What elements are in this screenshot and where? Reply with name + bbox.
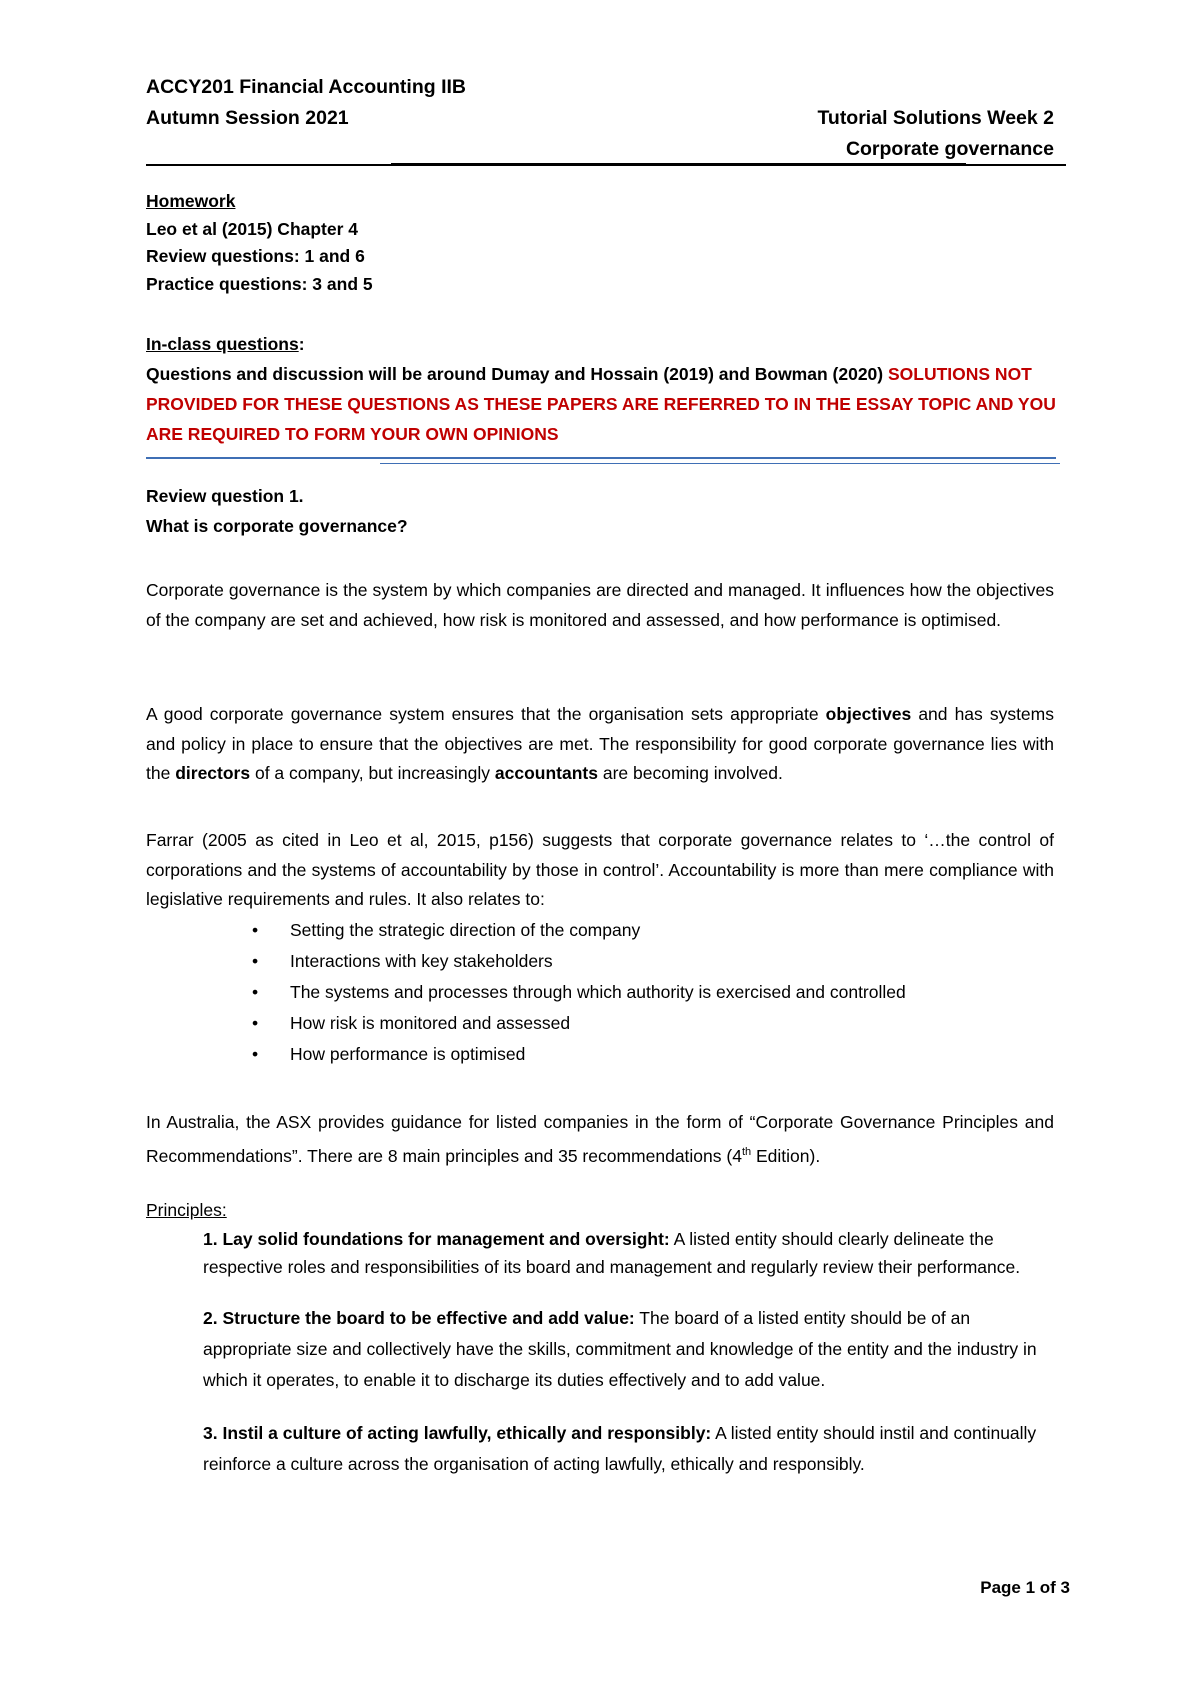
inclass-heading: In-class questions <box>146 334 299 354</box>
bold-term: directors <box>175 763 251 783</box>
list-item: • How risk is monitored and assessed <box>146 1008 1054 1039</box>
principles-heading-block <box>146 1196 1054 1226</box>
principle-text: The board of a listed entity should be of an appropriate size and collectively have the skills, commitment and knowledge of the entity and the industry in which it operates, to enable it to discharge its duties effectively and to add value. <box>203 1308 1037 1390</box>
doc-title: Tutorial Solutions Week 2 <box>817 107 1054 129</box>
paragraph-text: are becoming involved. <box>597 763 783 783</box>
paragraph-text: A good corporate governance system ensures that the organisation sets appropriate <box>146 704 826 724</box>
list-item: • Interactions with key stakeholders <box>146 946 1054 977</box>
bold-term: accountants <box>494 763 598 783</box>
list-item: • How performance is optimised <box>146 1039 1054 1070</box>
header-rule <box>146 164 1066 166</box>
inclass-section <box>146 329 1066 449</box>
review-question-1 <box>146 482 1054 541</box>
superscript: th <box>741 1145 752 1158</box>
review-question-text: What is corporate governance? <box>146 515 408 536</box>
paragraph-text: Farrar (2005 as cited in Leo et al, 2015, p156) suggests that corporate governance relates to ‘…the control of corporations and the systems of accountability by those in control’. Accountability is more than mere compliance with legislative requirements and rules. It also relates to: <box>146 830 1054 909</box>
principle-item <box>203 1303 1063 1396</box>
inclass-colon: : <box>298 334 305 354</box>
session-label: Autumn Session 2021 <box>146 107 349 129</box>
principle-text: A listed entity should clearly delineate the respective roles and responsibilities of its board and management and regularly review their performance. <box>203 1229 1021 1277</box>
homework-line: Review questions: 1 and 6 <box>146 246 365 266</box>
page-number: Page 1 of 3 <box>980 1578 1070 1597</box>
review-question-title: Review question 1. <box>146 486 304 506</box>
answer-paragraph-4 <box>146 1108 1054 1171</box>
list-item: • The systems and processes through which authority is exercised and controlled <box>146 977 1054 1008</box>
course-title: ACCY201 Financial Accounting IIB <box>146 76 466 98</box>
bold-term: objectives <box>825 704 912 724</box>
principle-item <box>203 1225 1063 1281</box>
principles-heading: Principles: <box>146 1200 227 1220</box>
homework-line: Leo et al (2015) Chapter 4 <box>146 218 359 239</box>
section-divider <box>380 463 1060 464</box>
principle-title: 1. Lay solid foundations for management and oversight: <box>203 1229 670 1249</box>
paragraph-text: Edition). <box>751 1145 821 1166</box>
paragraph-text: and has systems and policy in place to ensure that the objectives are met. The responsibility for good corporate governance lies with the <box>146 704 1054 783</box>
homework-section <box>146 188 1054 298</box>
topic-title: Corporate governance <box>845 138 1054 160</box>
list-item: • Setting the strategic direction of the company <box>146 915 1054 946</box>
homework-line: Practice questions: 3 and 5 <box>146 273 373 294</box>
paragraph-text: Corporate governance is the system by which companies are directed and managed. It influences how the objectives of the company are set and achieved, how risk is monitored and assessed, and how performance is optimised. <box>146 580 1054 630</box>
accountability-list <box>146 915 1054 1070</box>
paragraph-text: of a company, but increasingly <box>250 763 495 783</box>
paragraph-text: In Australia, the ASX provides guidance for listed companies in the form of “Corporate Governance Principles and Recommendations”. There are 8 main principles and 35 recommendations (4 <box>146 1112 1054 1166</box>
inclass-text: Questions and discussion will be around Dumay and Hossain (2019) and Bowman (2020) <box>146 364 888 384</box>
homework-heading: Homework <box>146 191 236 211</box>
answer-paragraph-3 <box>146 826 1054 915</box>
answer-paragraph-1 <box>146 576 1054 635</box>
solutions-notice: SOLUTIONS NOT PROVIDED FOR THESE QUESTIONS AS THESE PAPERS ARE REFERRED TO IN THE ESSAY TOPIC AND YOU ARE REQUIRED TO FORM YOUR OWN OPINIONS <box>146 364 1056 444</box>
principle-item <box>203 1418 1063 1480</box>
principle-title: 2. Structure the board to be effective and add value: <box>203 1308 635 1328</box>
principle-text: A listed entity should instil and continually reinforce a culture across the organisation of acting lawfully, ethically and responsibly. <box>203 1423 1037 1474</box>
principle-title: 3. Instil a culture of acting lawfully, ethically and responsibly: <box>203 1423 712 1443</box>
section-divider <box>146 457 1056 459</box>
document-header <box>146 72 1054 165</box>
answer-paragraph-2 <box>146 700 1054 789</box>
principles-list <box>203 1225 1063 1502</box>
